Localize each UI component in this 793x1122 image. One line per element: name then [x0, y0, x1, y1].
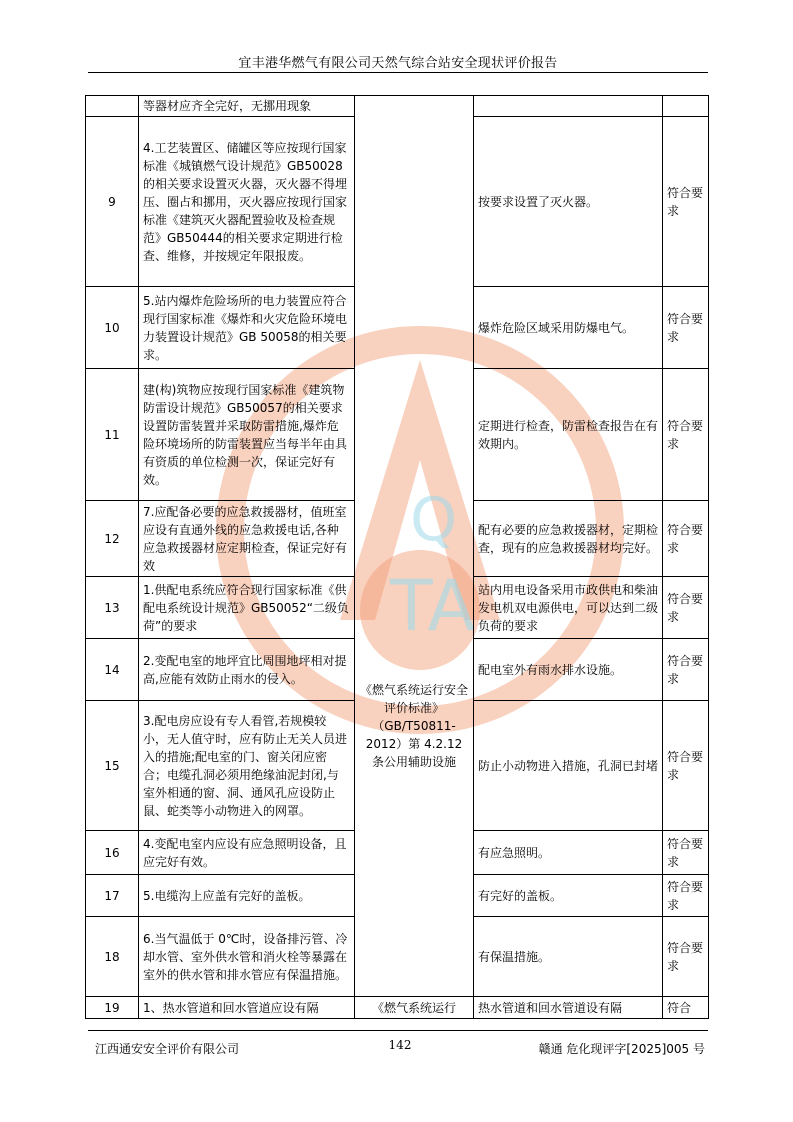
requirement-cell: 4.工艺装置区、储罐区等应按现行国家标准《城镇燃气设计规范》GB50028的相关要求设置灭火器，灭火器不得埋压、圈占和挪用，灭火器应按现行国家标准《建筑灭火器配置验收及检查规范》GB50444的相关要求定期进行检查、维修，并按规定年限报废。 — [139, 117, 355, 287]
requirement-cell: 3.配电房应设有专人看管,若规模较小，无人值守时，应有防止无关人员进入的措施;配电室的门、窗关闭应密合；电缆孔洞必须用绝缘油泥封闭,与室外相通的窗、洞、通风孔应设防止鼠、蛇类等小动物进入的网罩。 — [139, 701, 355, 831]
page-header-title: 宜丰港华燃气有限公司天然气综合站安全现状评价报告 — [238, 56, 558, 71]
result-cell: 有保温措施。 — [474, 917, 663, 997]
requirement-cell: 5.站内爆炸危险场所的电力装置应符合现行国家标准《爆炸和火灾危险环境电力装置设计规范》GB 50058的相关要求。 — [139, 287, 355, 369]
conclusion-cell: 符合要求 — [663, 501, 709, 577]
row-number: 12 — [86, 501, 139, 577]
footer-doc-number: 赣通 危化现评字[2025]005 号 — [538, 1042, 705, 1056]
result-cell: 站内用电设备采用市政供电和柴油发电机双电源供电，可以达到二级负荷的要求 — [474, 577, 663, 639]
header-divider — [88, 72, 708, 73]
result-cell: 配有必要的应急救援器材，定期检查，现有的应急救援器材均完好。 — [474, 501, 663, 577]
conclusion-cell — [663, 96, 709, 117]
conclusion-cell: 符合要求 — [663, 701, 709, 831]
result-cell — [474, 96, 663, 117]
svg-text:TA: TA — [390, 565, 476, 647]
row-number: 16 — [86, 831, 139, 875]
result-cell: 按要求设置了灭火器。 — [474, 117, 663, 287]
conclusion-cell: 符合要求 — [663, 577, 709, 639]
row-number: 10 — [86, 287, 139, 369]
conclusion-cell: 符合要求 — [663, 287, 709, 369]
table-row — [86, 997, 709, 1019]
row-number — [86, 96, 139, 117]
requirement-cell: 建(构)筑物应按现行国家标准《建筑物防雷设计规范》GB50057的相关要求设置防雷装置并采取防雷措施,爆炸危险环境场所的防雷装置应当每半年由具有资质的单位检测一次，保证完好有效。 — [139, 369, 355, 501]
footer-divider — [88, 1030, 708, 1031]
table-row — [86, 96, 709, 117]
row-number: 11 — [86, 369, 139, 501]
result-cell: 有完好的盖板。 — [474, 875, 663, 917]
conclusion-cell: 符合要求 — [663, 917, 709, 997]
row-number: 19 — [86, 997, 139, 1019]
requirement-cell: 1.供配电系统应符合现行国家标准《供配电系统设计规范》GB50052“二级负荷”的要求 — [139, 577, 355, 639]
basis-cell: 《燃气系统运行安全评价标准》（GB/T50811-2012）第 4.2.12 条公用辅助设施 — [355, 96, 474, 997]
row-number: 13 — [86, 577, 139, 639]
requirement-cell: 7.应配备必要的应急救援器材，值班室应设有直通外线的应急救援电话,各种应急救援器材应定期检查，保证完好有效 — [139, 501, 355, 577]
requirement-cell: 等器材应齐全完好，无挪用现象 — [139, 96, 355, 117]
conclusion-cell: 符合要求 — [663, 369, 709, 501]
row-number: 18 — [86, 917, 139, 997]
basis-cell-last: 《燃气系统运行 — [355, 997, 474, 1019]
requirement-cell: 6.当气温低于 0℃时，设备排污管、冷却水管、室外供水管和消火栓等暴露在室外的供水管和排水管应有保温措施。 — [139, 917, 355, 997]
requirement-cell: 4.变配电室内应设有应急照明设备，且应完好有效。 — [139, 831, 355, 875]
row-number: 9 — [86, 117, 139, 287]
requirement-cell: 5.电缆沟上应盖有完好的盖板。 — [139, 875, 355, 917]
row-number: 17 — [86, 875, 139, 917]
conclusion-cell: 符合要求 — [663, 639, 709, 701]
result-cell: 配电室外有雨水排水设施。 — [474, 639, 663, 701]
result-cell: 防止小动物进入措施，孔洞已封堵 — [474, 701, 663, 831]
result-cell: 热水管道和回水管道设有隔 — [474, 997, 663, 1019]
page-number: 142 — [388, 1038, 412, 1052]
conclusion-cell: 符合要求 — [663, 117, 709, 287]
footer-company: 江西通安安全评价有限公司 — [95, 1042, 240, 1056]
row-number: 15 — [86, 701, 139, 831]
evaluation-table — [85, 95, 709, 1019]
conclusion-cell: 符合要求 — [663, 831, 709, 875]
conclusion-cell: 符合 — [663, 997, 709, 1019]
requirement-cell: 1、热水管道和回水管道应设有隔 — [139, 997, 355, 1019]
svg-text:Q: Q — [410, 485, 458, 555]
result-cell: 爆炸危险区域采用防爆电气。 — [474, 287, 663, 369]
result-cell: 定期进行检查，防雷检查报告在有效期内。 — [474, 369, 663, 501]
row-number: 14 — [86, 639, 139, 701]
conclusion-cell: 符合要求 — [663, 875, 709, 917]
result-cell: 有应急照明。 — [474, 831, 663, 875]
requirement-cell: 2.变配电室的地坪宜比周围地坪相对提高,应能有效防止雨水的侵入。 — [139, 639, 355, 701]
